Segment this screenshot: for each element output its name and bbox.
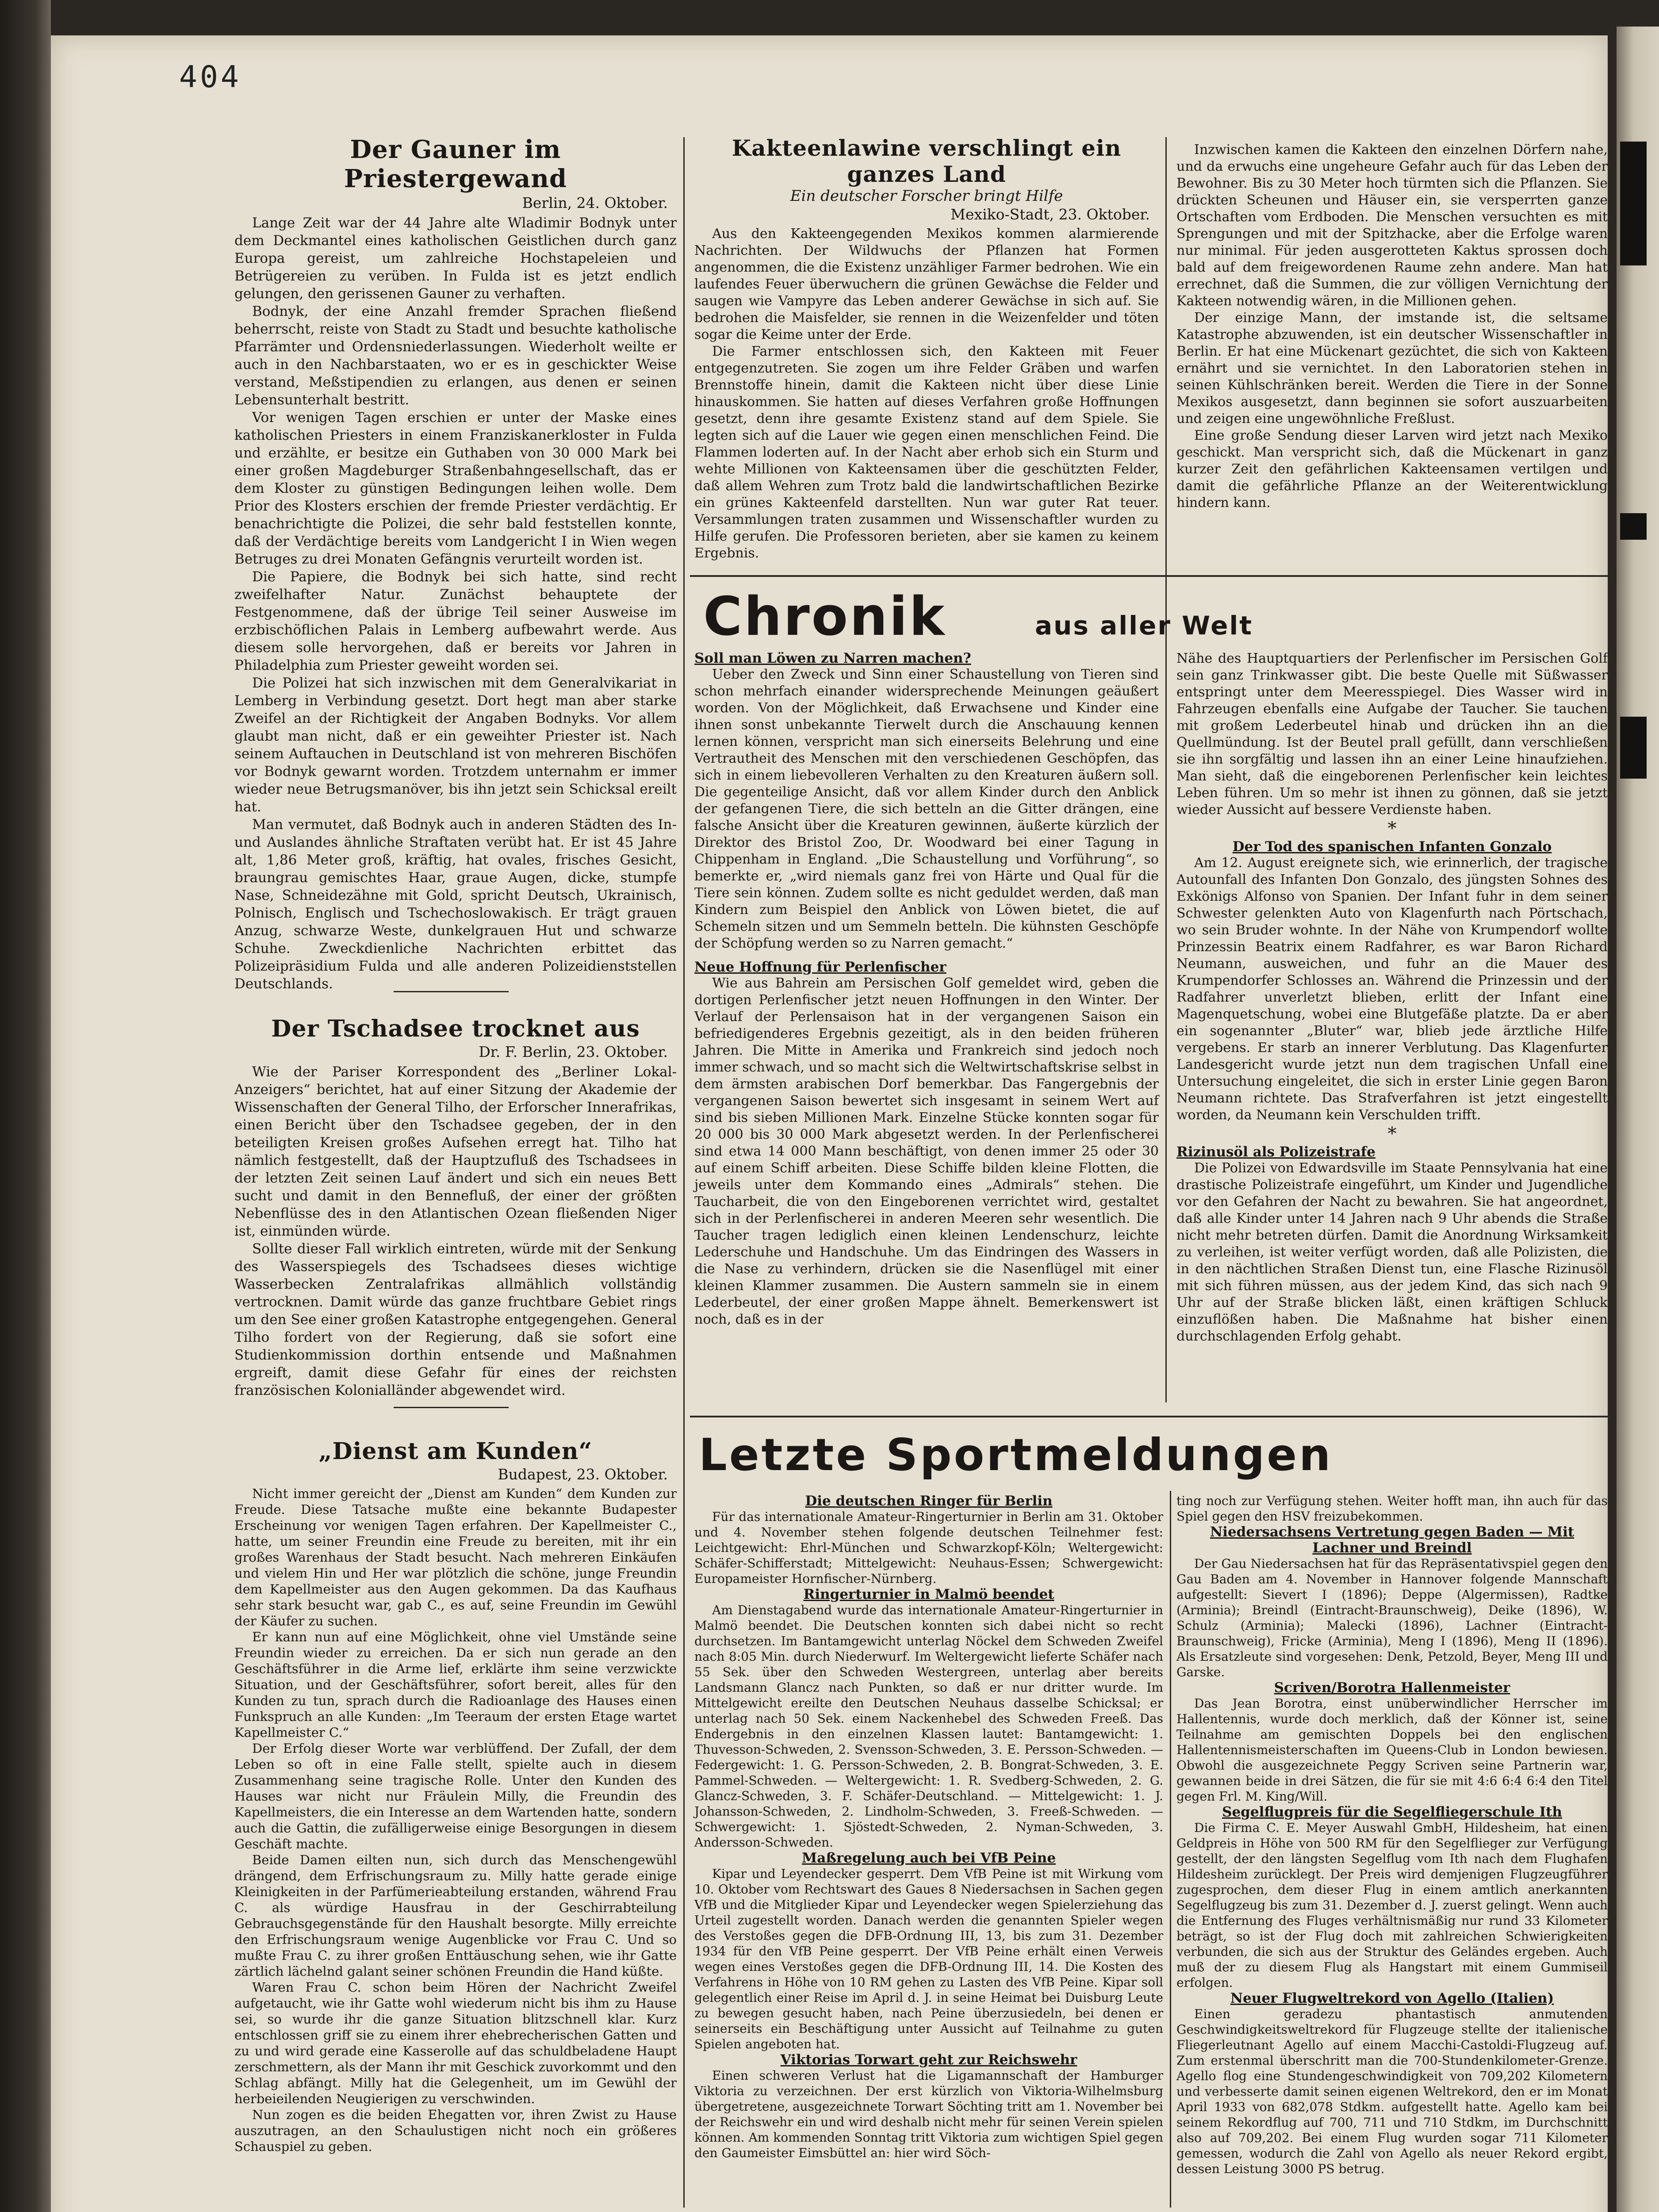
horizontal-rule — [690, 575, 1610, 577]
separator-star: * — [1387, 818, 1397, 839]
dateline: Dr. F. Berlin, 23. Oktober. — [479, 1043, 668, 1060]
paragraph: Das Jean Borotra, einst unüberwindlicher Herrscher im Hallentennis, wurde doch merklich, daß der Könner ist, seine Teilnahme am gemischten Doppels bei den englischen Hallentennismeisterschaften im Queens-Club in London bewiesen. Obwohl die ausgezeichnete Peggy Scriven seine Partnerin war, gewannen beide in drei Sätzen, die für sie mit 4:6 6:4 6:4 den Titel gegen Frl. M. King/Will. — [1176, 1696, 1608, 1804]
paragraph: Die Polizei von Edwardsville im Staate Pennsylvania hat eine drastische Polizeistrafe eingeführt, um Kinder und Jugendliche vor den Gefahren der Nacht zu bewahren. Sie hat angeordnet, daß alle Kinder unter 14 Jahren nach 9 Uhr abends die Straße nicht mehr betreten dürfen. Damit die Anordnung Wirksamkeit zu verleihen, ist weiter verfügt worden, daß alle Polizisten, die in den nächtlichen Straßen Dienst tun, eine Flasche Rizinusöl mit sich führen müssen, aus der jedem Kind, das sich nach 9 Uhr auf der Straße blicken läßt, einen kräftigen Schluck einzuflößen haben. Die Maßnahme hat bisher einen durchschlagenden Erfolg gehabt. — [1176, 1160, 1608, 1344]
paragraph: Die Papiere, die Bodnyk bei sich hatte, sind recht zweifelhafter Natur. Zunächst behauptete der Festgenommene, daß der übrige Teil seiner Ausweise im erzbischöflichen Palais in Lemberg aufbewahrt werde. Aus diesem solle hervorgehen, daß er bereits vor Jahren in Philadelphia zum Priester geweiht worden sei. — [234, 569, 677, 673]
paragraph: Vor wenigen Tagen erschien er unter der Maske eines katholischen Priesters in einem Franziskanerkloster in Fulda und erzählte, er besitze ein Guthaben von 30 000 Mark bei einer großen Magdeburger Straßenbahngesellschaft, das er dem Kloster zu günstigen Bedingungen leihen wolle. Dem Prior des Klosters erschien der fremde Priester verdächtig. Er benachrichtigte die Polizei, die sehr bald feststellen konnte, daß der Verdächtige bereits vom Landgericht I in Wien wegen Betruges zu drei Monaten Gefängnis verurteilt worden ist. — [234, 410, 677, 567]
item-heading: Die deutschen Ringer für Berlin — [805, 1493, 1053, 1509]
paragraph: Nun zogen es die beiden Ehegatten vor, ihren Zwist zu Hause auszutragen, an den Schaulustigen nicht noch ein größeres Schauspiel zu geben. — [234, 2107, 677, 2154]
paragraph: Kipar und Leyendecker gesperrt. Dem VfB Peine ist mit Wirkung vom 10. Oktober vom Rechtswart des Gaues 8 Niedersachsen in Sachen gegen VfB und die Mitglieder Kipar und Leyendecker wegen Spielerziehung das Urteil zugestellt worden. Danach werden die genannten Spieler wegen des Verstoßes gegen die DFB-Ordnung III, 13, bis zum 31. Dezember 1934 für den VfB Peine gesperrt. Der VfB Peine erhält einen Verweis wegen eines Verstoßes gegen die DFB-Ordnung III, 14. Die Kosten des Verfahrens in Höhe von 10 RM gehen zu Lasten des VfB Peine. Kipar soll gelegentlich einer Reise im April d. J. in seine Heimat bei Duisburg Leute zu bewegen gesucht haben, nach Peine überzusiedeln, bei denen er seinerseits ein Beschäftigung unter Aussicht auf Teilnahme zu guten Spielen angeboten hat. — [694, 1866, 1163, 2051]
paragraph: Die Polizei hat sich inzwischen mit dem Generalvikariat in Lemberg in Verbindung gesetzt. Dort hegt man aber starke Zweifel an der Richtigkeit der Angaben Bodnyks. Vor allem glaubt man nicht, daß er ein geweihter Priester ist. Nach seinem Auftauchen in Deutschland ist von mehreren Bischöfen vor Bodnyk gewarnt worden. Trotzdem unternahm er immer wieder neue Betrugsmanöver, bis ihn jetzt sein Schicksal ereilt hat. — [234, 675, 677, 815]
paragraph: Er kann nun auf eine Möglichkeit, ohne viel Umstände seine Freundin wieder zu erreichen. Da er sich nun gerade an den Geschäftsführer in die Arme lief, erklärte ihm seine verzwickte Situation, und der Geschäftsführer, sofort bereit, alles für den Kunden zu tun, sprach durch die Radioanlage des Hauses einen Funkspruch an alle Kunden: „Im Teeraum der ersten Etage wartet Kapellmeister C.“ — [234, 1629, 677, 1740]
paragraph: Aus den Kakteengegenden Mexikos kommen alarmierende Nachrichten. Der Wildwuchs der Pflanzen hat Formen angenommen, die die Existenz unzähliger Farmer bedrohen. Wie ein laufendes Feuer überwuchern die grünen Gewächse die Felder und saugen wie Vampyre das Leben anderer Gewächse in sich auf. Sie bedrohen die Maisfelder, sie rennen in die Weizenfelder und töten sogar die Keime unter der Erde. — [694, 226, 1159, 342]
paragraph: Am Dienstagabend wurde das internationale Amateur-Ringerturnier in Malmö beendet. Die Deutschen konnten sich dabei nicht so recht durchsetzen. Im Bantamgewicht unterlag Nöckel dem Schweden Zweifel nach 8:05 Min. durch Niederwurf. Im Weltergewicht lieferte Schäfer nach 55 Sek. über den Schweden Westergreen, unterlag aber bereits Landsmann Glancz nach Punkten, so daß er nur dritter wurde. Im Mittelgewicht ereilte den Deutschen Neuhaus dasselbe Schicksal; er unterlag nach 50 Sek. einem Nackenhebel des Schweden Freeß. Das Endergebnis in den einzelnen Klassen lautet: Bantamgewicht: 1. Thuvesson-Schweden, 2. Svensson-Schweden, 3. E. Persson-Schweden. — Federgewicht: 1. G. Persson-Schweden, 2. B. Bongrat-Schweden, 3. E. Pammel-Schweden. — Weltergewicht: 1. R. Svedberg-Schweden, 2. G. Glancz-Schweden, 3. F. Schäfer-Deutschland. — Mittelgewicht: 1. J. Johansson-Schweden, 2. Lindholm-Schweden, 3. Freeß-Schweden. — Schwergewicht: 1. Sjöstedt-Schweden, 2. Nyman-Schweden, 3. Andersson-Schweden. — [694, 1603, 1163, 1850]
item-heading: Maßregelung auch bei VfB Peine — [801, 1850, 1056, 1866]
paragraph: Man vermutet, daß Bodnyk auch in anderen Städten des In- und Auslandes ähnliche Straftaten verübt hat. Er ist 45 Jahre alt, 1,86 Meter groß, kräftig, hat ovales, frisches Gesicht, braungrau gemischtes Haar, graue Augen, dicke, stumpfe Nase, Schneidezähne mit Gold, spricht Deutsch, Ukrainisch, Polnisch, Englisch und Tschechoslowakisch. Er trägt grauen Anzug, schwarze Weste, dunkelgrauen Hut und schwarze Schuhe. Zweckdienliche Nachrichten erbittet das Polizeipräsidium Fulda und alle anderen Polizeidienststellen Deutschlands. — [234, 817, 677, 992]
chronik-middle — [694, 650, 1159, 1328]
subtitle: Ein deutscher Forscher bringt Hilfe — [790, 187, 1063, 205]
sport-title: Letzte Sportmeldungen — [699, 1429, 1333, 1481]
sport-column-2 — [1176, 1493, 1608, 2177]
sport-column-1 — [694, 1493, 1163, 2161]
paragraph: Ueber den Zweck und Sinn einer Schaustellung von Tieren sind schon mehrfach einander widersprechende Meinungen geäußert worden. Von der Möglichkeit, daß Erwachsene und Kinder eine ihnen sonst unbekannte Tierwelt durch die Anschauung kennen lernen können, verspricht man sich einerseits Belehrung und eine Vertrautheit des Menschen mit den verschiedenen Geschöpfen, das sich in einem liebevolleren Verhalten zu den Kreaturen äußern soll. Die gegenteilige Ansicht, daß vor allem Kinder durch den Anblick der gefangenen Tiere, die sich betteln an die Gitter drängen, eine falsche Ansicht über die Kreaturen gewinnen, äußerte kürzlich der Direktor des Bristol Zoo, Dr. Woodward bei einer Tagung in Chippenham in England. „Die Schaustellung und Vorführung“, so bemerkte er, „wird niemals ganz frei von Härte und Qual für die Tiere sein können. Zudem sollte es nicht geduldet werden, daß man Kindern zum Beispiel den Anblick von Löwen bietet, die auf Schemeln sitzen und um Semmeln betteln. Die kühnsten Geschöpfe der Schöpfung werden so zu Narren gemacht.“ — [694, 667, 1159, 951]
chronik-right — [1176, 650, 1608, 1345]
item-heading: Neue Hoffnung für Perlenfischer — [694, 959, 946, 975]
dateline: Berlin, 24. Oktober. — [522, 194, 668, 211]
item-heading: Rizinusöl als Polizeistrafe — [1176, 1144, 1375, 1160]
paragraph: Waren Frau C. schon beim Hören der Nachricht Zweifel aufgetaucht, wie ihr Gatte wohl wiederum nicht bis ihm zu Hause sei, so wurde ihr die ganze Situation blitzschnell klar. Kurz entschlossen griff sie zu einem ihrer ehebrecherischen Gatten und zu und wird gerade eine Kasserolle auf das schuldbeladene Haupt zerschmettern, als der Mann ihr mit Geschick zuvorkommt und den Schlag abfängt. Milly hat die Gelegenheit, um im Gewühl der herbeieilenden Neugierigen zu verschwinden. — [234, 1980, 677, 2106]
paragraph: Die Firma C. E. Meyer Auswahl GmbH, Hildesheim, hat einen Geldpreis in Höhe von 500 RM für den Segelflieger zur Verfügung gestellt, der den längsten Segelflug vom Ith nach dem Flughafen Hildesheim zurücklegt. Der Preis wird demjenigen Flugzeugführer zugesprochen, dem dieser Flug in einem amtlich anerkannten Segelflugzeug bis zum 31. Dezember d. J. zuerst gelingt. Wenn auch die Entfernung des Fluges verhältnismäßig nur rund 33 Kilometer beträgt, so ist der Flug doch mit zahlreichen Schwierigkeiten verbunden, die sich aus der Struktur des Geländes ergeben. Auch muß der zu diesem Flug als Hangstart mit einem Gummiseil erfolgen. — [1176, 1820, 1608, 1990]
next-page-edge — [1617, 27, 1659, 2212]
paragraph: Inzwischen kamen die Kakteen den einzelnen Dörfern nahe, und da erwuchs eine ungeheure Gefahr auch für das Leben der Bewohner. Bis zu 30 Meter hoch türmten sich die Pflanzen. Sie drückten Scheunen und Häuser ein, sie versperrten ganze Ortschaften vom Erdboden. Die Menschen versuchten es mit Sprengungen und mit der Spitzhacke, aber die Erfolge waren nur minimal. Für jeden ausgerotteten Kaktus sprossen doch bald auf dem freigewordenen Raume zehn andere. Man hat errechnet, daß die Summen, die zur völligen Vernichtung der Kakteen notwendig wären, in die Millionen gehen. — [1176, 142, 1608, 309]
paragraph: Nicht immer gereicht der „Dienst am Kunden“ dem Kunden zur Freude. Diese Tatsache mußte eine bekannte Budapester Erscheinung vor wenigen Tagen erfahren. Der Kapellmeister C., hatte, um seiner Freundin eine Freude zu bereiten, mit ihr ein großes Warenhaus der Stadt besucht. Nach mehreren Einkäufen und vielem Hin und Her war plötzlich die schöne, junge Freundin dem Kapellmeister aus den Augen gekommen. Da das Kaufhaus sehr stark besucht war, gab C., es auf, seine Freundin im Gewühl der Käufer zu suchen. — [234, 1486, 677, 1628]
item-heading: Soll man Löwen zu Narren machen? — [694, 650, 971, 666]
column-rule — [683, 137, 685, 2208]
item-heading: Ringerturnier in Malmö beendet — [803, 1586, 1054, 1602]
item-heading: Scriven/Borotra Hallenmeister — [1274, 1680, 1510, 1696]
chronik-subtitle: aus aller Welt — [1035, 611, 1253, 641]
next-page-letter — [1620, 717, 1647, 779]
paragraph: Lange Zeit war der 44 Jahre alte Wladimir Bodnyk unter dem Deckmantel eines katholischen Geistlichen durch ganz Europa gereist, um zahlreiche Hochstapeleien und Betrügereien zu verüben. In Fulda ist es jetzt endlich gelungen, den gerissenen Gauner zu verhaften. — [234, 215, 677, 302]
left-column-article2 — [234, 1015, 677, 1399]
item-heading: Segelflugpreis für die Segelfliegerschule Ith — [1222, 1804, 1562, 1820]
column-rule — [1170, 1491, 1171, 2208]
dateline: Budapest, 23. Oktober. — [498, 1466, 668, 1483]
paragraph: ting noch zur Verfügung stehen. Weiter hofft man, ihn auch für das Spiel gegen den HSV freizubekommen. — [1176, 1494, 1608, 1524]
article-title: Kakteenlawine verschlingt ein ganzes Land — [732, 135, 1122, 187]
item-heading: Neuer Flugweltrekord von Agello (Italien) — [1230, 1990, 1554, 2006]
next-page-letter — [1620, 513, 1647, 540]
left-column — [234, 135, 677, 993]
article-title: Der Gauner im Priestergewand — [344, 135, 567, 193]
middle-column — [694, 135, 1159, 562]
dateline: Mexiko-Stadt, 23. Oktober. — [950, 206, 1150, 223]
horizontal-rule — [690, 1416, 1610, 1417]
paragraph: Nähe des Hauptquartiers der Perlenfischer im Persischen Golf sein ganz Trinkwasser gibt. Die beste Quelle mit Süßwasser entspringt unter dem Meeresspiegel. Dies Wasser wird in Fahrzeugen ebenfalls eine Aufgabe der Taucher. Sie tauchen mit großem Lederbeutel hinab und drücken ihn an die Quellmündung. Ist der Beutel prall gefüllt, dann verschließen sie ihn sorgfältig und lassen ihn an einer Leine hinaufziehen. Man sieht, daß die eingeborenen Perlenfischer kein leichtes Leben führen. Um so mehr ist ihnen zu gönnen, daß sie jetzt wieder Aussicht auf bessere Verdienste haben. — [1176, 651, 1608, 818]
separator-star: * — [1387, 1124, 1397, 1144]
paragraph: Beide Damen eilten nun, sich durch das Menschengewühl drängend, dem Erfrischungsraum zu. Milly hatte gerade einige Kleinigkeiten in der Parfümerieabteilung erstanden, während Frau C. als würdige Hausfrau in der Geschirrabteilung Gebrauchsgegenstände für den Haushalt besorgte. Milly erreichte den Erfrischungsraum wenige Augenblicke vor Frau C. Und so mußte Frau C. zu ihrer großen Enttäuschung sehen, wie ihr Gatte zärtlich lächelnd galant seiner schönen Freundin die Hand küßte. — [234, 1852, 677, 1979]
column-rule — [1165, 137, 1167, 1402]
article-title: Der Tschadsee trocknet aus — [271, 1015, 640, 1042]
left-column-article3 — [234, 1438, 677, 2154]
paragraph: Die Farmer entschlossen sich, den Kakteen mit Feuer entgegenzutreten. Sie zogen um ihre Felder Gräben und warfen Brennstoffe hinein, damit die Kakteen nicht über diese Linie hinauskommen. Sie hatten auf dieses Verfahren große Hoffnungen gesetzt, denn ihre gesamte Existenz stand auf dem Spiele. Sie legten sich auf die Lauer wie gegen einen menschlichen Feind. Die Flammen loderten auf. In der Nacht aber erhob sich ein Sturm und wehte Millionen von Kakteensamen über die geschützten Felder, daß allem Wehren zum Trotz bald die landwirtschaftlichen Bezirke ein grünes Kakteenfeld darstellten. Nun war guter Rat teuer. Versammlungen traten zusammen und Wissenschaftler wurden zu Hilfe gerufen. Die Professoren berieten, aber sie kamen zu keinem Ergebnis. — [694, 344, 1159, 561]
paragraph: Sollte dieser Fall wirklich eintreten, würde mit der Senkung des Wasserspiegels des Tschadsees dieses wichtige Wasserbecken Zentralafrikas allmählich vollständig vertrocknen. Damit würde das ganze fruchtbare Gebiet rings um den See einer großen Katastrophe entgegengehen. General Tilho fordert von der Regierung, daß sie sofort eine Studienkommission dorthin entsende und Maßnahmen ergreift, damit diese Gefahr für eines der reichsten französischen Kolonialländer abgewendet wird. — [234, 1241, 677, 1398]
paragraph: Der einzige Mann, der imstande ist, die seltsame Katastrophe abzuwenden, ist ein deutscher Wissenschaftler in Berlin. Er hat eine Mückenart gezüchtet, die sich von Kakteen ernährt und sie vernichtet. In den Laboratorien stehen in seinen Kühlschränken bereit. Werden die Tiere in der Sonne Mexikos ausgesetzt, dann beginnen sie sofort auszuarbeiten und zeigen eine ungewöhnliche Freßlust. — [1176, 310, 1608, 426]
paragraph: Am 12. August ereignete sich, wie erinnerlich, der tragische Autounfall des Infanten Don Gonzalo, des jüngsten Sohnes des Exkönigs Alfonso von Spanien. Der Infant fuhr in dem seiner Schwester gelenkten Auto von Klagenfurth nach Pörtschach, wo sein Bruder wohnte. In der Nähe von Krumpendorf wollte Prinzessin Beatrix einem Radfahrer, es war Baron Richard Neumann, ausweichen, und fuhr an die Mauer des Krumpendorfer Schlosses an. Während die Prinzessin und der Radfahrer unverletzt blieben, erlitt der Infant eine Magenquetschung, wobei eine Blutgefäße platzte. Da er aber ein sogenannter „Bluter“ war, blieb jede ärztliche Hilfe vergebens. Er starb an innerer Verblutung. Das Klagenfurter Landesgericht wurde jetzt nun dem tragischen Unfall eine Untersuchung eingeleitet, die sich in erster Linie gegen Baron Neumann richtete. Das Strafverfahren ist jetzt eingestellt worden, da Neumann kein Verschulden trifft. — [1176, 855, 1608, 1123]
paragraph: Wie aus Bahrein am Persischen Golf gemeldet wird, geben die dortigen Perlenfischer jetzt neuen Hoffnungen in den Winter. Der Verlauf der Perlensaison hat in der vergangenen Saison ein befriedigenderes Ergebnis gezeitigt, als in den beiden früheren Jahren. Die Mitte in Amerika und Frankreich sind jedoch noch immer schwach, und so macht sich die Weltwirtschaftskrise selbst in dem ärmsten arabischen Dorf bemerkbar. Das Fangergebnis der vergangenen Saison bewertet sich insgesamt in seinem Wert auf sind bis sieben Millionen Mark. Einzelne Stücke konnten sogar für 20 000 bis 30 000 Mark abgesetzt werden. In der Perlenfischerei sind etwa 14 000 Mann beschäftigt, von denen immer 25 oder 30 auf einem Schiff arbeiten. Diese Schiffe bilden kleine Flotten, die jeweils unter dem Kommando eines „Admirals“ stehen. Die Taucharbeit, die von den Eingeborenen verrichtet wird, gestaltet sich in der Perlenfischerei in anderen Meeren sehr wesentlich. Die Taucher tragen lediglich einen kleinen Lendenschurz, leichte Lederschuhe und Handschuhe. Um das Eindringen des Wassers in die Nase zu verhindern, drücken sie die Nasenflügel mit einer kleinen Klammer zusammen. Die Austern sammeln sie in einem Lederbeutel, der einer großen Mappe ähnelt. Bemerkenswert ist noch, daß es in der — [694, 975, 1159, 1327]
paragraph: Einen schweren Verlust hat die Ligamannschaft der Hamburger Viktoria zu verzeichnen. Der erst kürzlich von Viktoria-Wilhelmsburg übergetretene, ausgezeichnete Torwart Söchting tritt am 1. November bei der Reichswehr ein und wird deshalb nicht mehr für seinen Verein spielen können. Am kommenden Sonntag tritt Viktoria zum wichtigen Spiel gegen den Gaumeister Eimsbüttel an: hier wird Söch- — [694, 2068, 1163, 2160]
paragraph: Bodnyk, der eine Anzahl fremder Sprachen fließend beherrscht, reiste von Stadt zu Stadt und besuchte katholische Pfarrämter und Ordensniederlassungen. Wiederholt weilte er auch in den Nachbarstaaten, wo er es in geschickter Weise verstand, Meßstipendien zu erlangen, aus denen er seinen Lebensunterhalt bestritt. — [234, 303, 677, 408]
next-page-letter — [1620, 142, 1647, 265]
item-heading: Der Tod des spanischen Infanten Gonzalo — [1232, 839, 1552, 855]
paragraph: Wie der Pariser Korrespondent des „Berliner Lokal-Anzeigers“ berichtet, hat auf einer Sitzung der Akademie der Wissenschaften der General Tilho, der Erforscher Innerafrikas, einen Bericht über den Tschadsee gegeben, der in den beteiligten Kreisen großes Aufsehen erregt hat. Tilho hat nämlich festgestellt, daß der Hauptzufluß des Tschadsees in der letzten Zeit seinen Lauf ändert und sich ein neues Bett sucht und damit in den Bennefluß, der einer der größten Nebenflüsse des in den Atlantischen Ozean fließenden Niger ist, einmünden würde. — [234, 1064, 677, 1239]
right-column — [1176, 142, 1608, 511]
paragraph: Der Erfolg dieser Worte war verblüffend. Der Zufall, der dem Leben so oft in eine Falle stellt, spielte auch in diesem Zusammenhang seine tragische Rolle. Unter den Kunden des Hauses war nicht nur Fräulein Milly, die Freundin des Kapellmeisters, die ein Interesse an dem Wartenden hatte, sondern auch die Gattin, die zufälligerweise einige Besorgungen in diesem Geschäft machte. — [234, 1741, 677, 1851]
paragraph: Für das internationale Amateur-Ringerturnier in Berlin am 31. Oktober und 4. November stehen folgende deutschen Teilnehmer fest: Leichtgewicht: Ehrl-München und Schwarzkopf-Köln; Weltergewicht: Schäfer-Schifferstadt; Mittelgewicht: Neuhaus-Essen; Schwergewicht: Europameister Hornfischer-Nürnberg. — [694, 1509, 1163, 1586]
paragraph: Einen geradezu phantastisch anmutenden Geschwindigkeitsweltrekord für Flugzeuge stellte der italienische Fliegerleutnant Agello auf einem Macchi-Castoldi-Flugzeug auf. Zum erstenmal überschritt man die 700-Stundenkilometer-Grenze. Agello flog eine Stundengeschwindigkeit von 709,202 Kilometern und verbesserte damit seinen eigenen Weltrekord, den er im Monat April 1933 von 682,078 Stdkm. aufgestellt hatte. Agello kam bei seinem Rekordflug auf 700, 711 und 710 Stdkm, im Durchschnitt also auf 709,202. Bei einem Flug wurden sogar 711 Kilometer gemessen, wodurch die Zahl von Agello als neuer Rekord ergibt, dessen Leistung 3000 PS betrug. — [1176, 2007, 1608, 2176]
article-title: „Dienst am Kunden“ — [318, 1438, 593, 1465]
short-rule — [394, 1407, 509, 1408]
paragraph: Eine große Sendung dieser Larven wird jetzt nach Mexiko geschickt. Man verspricht sich, daß die Mückenart in ganz kurzer Zeit den gefährlichen Kakteensamen vertilgen und damit die gefährliche Pflanze an der Weiterentwicklung hindern kann. — [1176, 428, 1608, 511]
book-gutter — [0, 0, 51, 2212]
page-number: 404 — [179, 60, 241, 95]
item-heading: Niedersachsens Vertretung gegen Baden — Mit Lachner und Breindl — [1210, 1524, 1575, 1556]
paragraph: Der Gau Niedersachsen hat für das Repräsentativspiel gegen den Gau Baden am 4. November in Hannover folgende Mannschaft aufgestellt: Sievert I (1896); Deppe (Algermissen), Radtke (Arminia); Breindl (Eintracht-Braunschweig), Deike (1896), W. Schulz (Arminia); Malecki (1896), Lachner (Eintracht-Braunschweig), Fricke (Arminia), Meng I (1896), Meng II (1896). Als Ersatzleute sind vorgesehen: Denk, Petzold, Beyer, Meng III und Garske. — [1176, 1556, 1608, 1679]
item-heading: Viktorias Torwart geht zur Reichswehr — [780, 2052, 1077, 2068]
chronik-title: Chronik — [703, 586, 946, 648]
